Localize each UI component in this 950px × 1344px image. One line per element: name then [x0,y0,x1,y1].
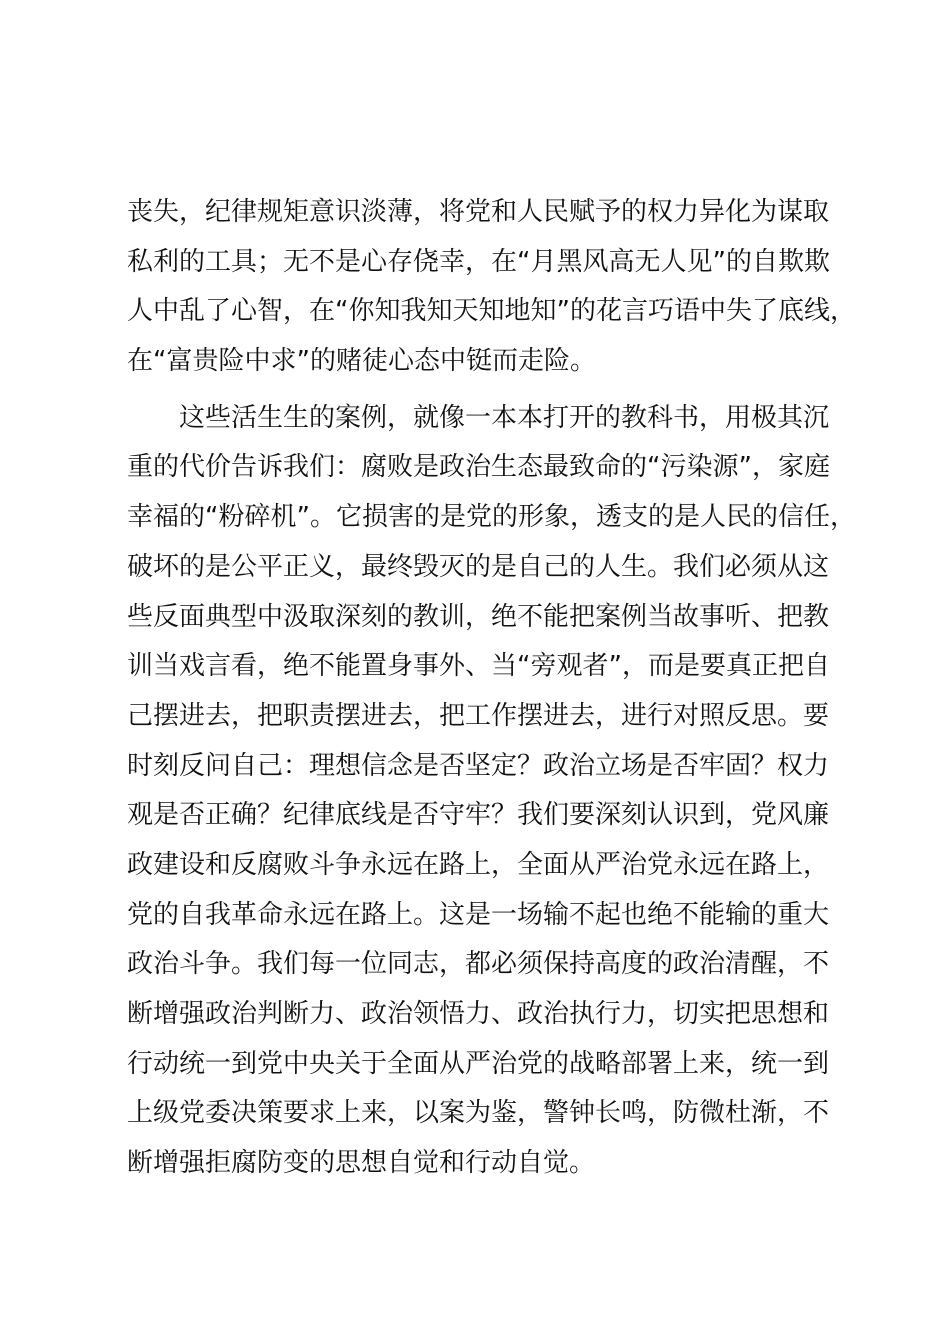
text-line: 训当戏言看，绝不能置身事外、当“旁观者”，而是要真正把自 [127,651,830,682]
text-line: 这些活生生的案例，就像一本本打开的教科书，用极其沉 [179,402,830,433]
paragraph-1 [127,188,856,387]
text-line: 党的自我革命永远在路上。这是一场输不起也绝不能输的重大 [127,899,830,930]
text-line: 些反面典型中汲取深刻的教训，绝不能把案例当故事听、把教 [127,601,830,632]
text-line: 时刻反问自己：理想信念是否坚定？政治立场是否牢固？权力 [127,750,830,781]
paragraph-2 [127,394,856,1189]
text-line: 私利的工具；无不是心存侥幸，在“月黑风高无人见”的自欺欺 [127,246,830,277]
text-line: 观是否正确？纪律底线是否守牢？我们要深刻认识到，党风廉 [127,800,830,831]
text-line: 丧失，纪律规矩意识淡薄，将党和人民赋予的权力异化为谋取 [127,197,830,227]
text-line: 断增强拒腐防变的思想自觉和行动自觉。 [127,1148,596,1179]
document-body [127,188,856,1189]
text-line: 人中乱了心智，在“你知我知天知地知”的花言巧语中失了底线， [127,296,856,327]
text-line: 政治斗争。我们每一位同志，都必须保持高度的政治清醒，不 [127,949,830,980]
text-line: 上级党委决策要求上来，以案为鉴，警钟长鸣，防微杜渐，不 [127,1098,830,1129]
text-line: 重的代价告诉我们：腐败是政治生态最致命的“污染源”，家庭 [127,452,830,483]
text-line: 破坏的是公平正义，最终毁灭的是自己的人生。我们必须从这 [127,551,830,582]
text-line: 政建设和反腐败斗争永远在路上，全面从严治党永远在路上， [127,849,830,880]
text-line: 行动统一到党中央关于全面从严治党的战略部署上来，统一到 [127,1048,830,1079]
text-line: 幸福的“粉碎机”。它损害的是党的形象，透支的是人民的信任， [127,502,856,533]
text-line: 断增强政治判断力、政治领悟力、政治执行力，切实把思想和 [127,999,830,1029]
paragraph-spacer [127,387,827,394]
text-line: 在“富贵险中求”的赌徒心态中铤而走险。 [127,346,596,377]
text-line: 己摆进去，把职责摆进去，把工作摆进去，进行对照反思。要 [127,700,830,731]
